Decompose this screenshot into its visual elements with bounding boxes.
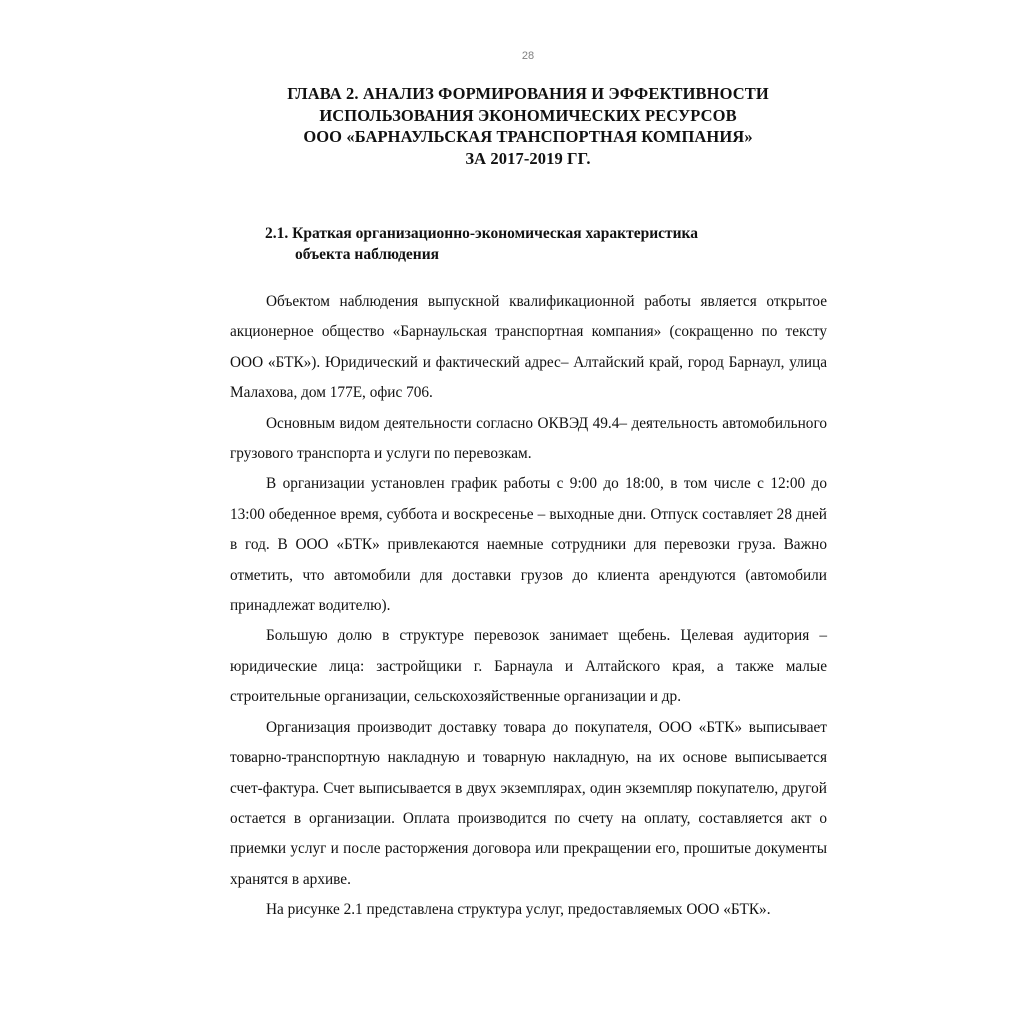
paragraph: Основным видом деятельности согласно ОКВЭД 49.4– деятельность автомобильного грузового транспорта и услуги по перевозкам. xyxy=(230,414,827,463)
section-title xyxy=(265,223,825,265)
chapter-title-line: ООО «БАРНАУЛЬСКАЯ ТРАНСПОРТНАЯ КОМПАНИЯ» xyxy=(303,127,753,146)
paragraph: Организация производит доставку товара до покупателя, ООО «БТК» выписывает товарно-транспортную накладную и товарную накладную, на их основе выписывается счет-фактура. Счет выписывается в двух экземплярах, один экземпляр покупателю, другой остается в организации. Оплата производится по счету на оплату, составляется акт о приемки услуг и после расторжения договора или прекращении его, прошитые документы хранятся в архиве. xyxy=(230,718,827,888)
paragraph: Большую долю в структуре перевозок занимает щебень. Целевая аудитория – юридические лица: застройщики г. Барнаула и Алтайского края, а также малые строительные организации, сельскохозяйственные организации и др. xyxy=(230,627,827,706)
chapter-title xyxy=(0,83,1024,169)
chapter-title-line: ИСПОЛЬЗОВАНИЯ ЭКОНОМИЧЕСКИХ РЕСУРСОВ xyxy=(319,105,737,125)
paragraph: В организации установлен график работы с 9:00 до 18:00, в том числе с 12:00 до 13:00 обеденное время, суббота и воскресенье – выходные дни. Отпуск составляет 28 дней в год. В ООО «БТК» привлекаются наемные сотрудники для перевозки груза. Важно отметить, что автомобили для доставки грузов до клиента арендуются (автомобили принадлежат водителю). xyxy=(230,475,827,615)
paragraph: На рисунке 2.1 представлена структура услуг, предоставляемых ООО «БТК». xyxy=(266,901,771,919)
section-title-line: объекта наблюдения xyxy=(295,246,440,263)
chapter-title-line: ГЛАВА 2. АНАЛИЗ ФОРМИРОВАНИЯ И ЭФФЕКТИВНОСТИ xyxy=(287,84,769,103)
body-text xyxy=(230,287,827,926)
page-number: 28 xyxy=(521,50,535,62)
section-title-line: 2.1. Краткая организационно-экономическая характеристика xyxy=(265,225,698,242)
paragraph: Объектом наблюдения выпускной квалификационной работы является открытое акционерное общество «Барнаульская транспортная компания» (сокращенно по тексту ООО «БТК»). Юридический и фактический адрес– Алтайский край, город Барнаул, улица Малахова, дом 177Е, офис 706. xyxy=(230,293,827,402)
chapter-title-line: ЗА 2017-2019 ГГ. xyxy=(465,148,591,168)
